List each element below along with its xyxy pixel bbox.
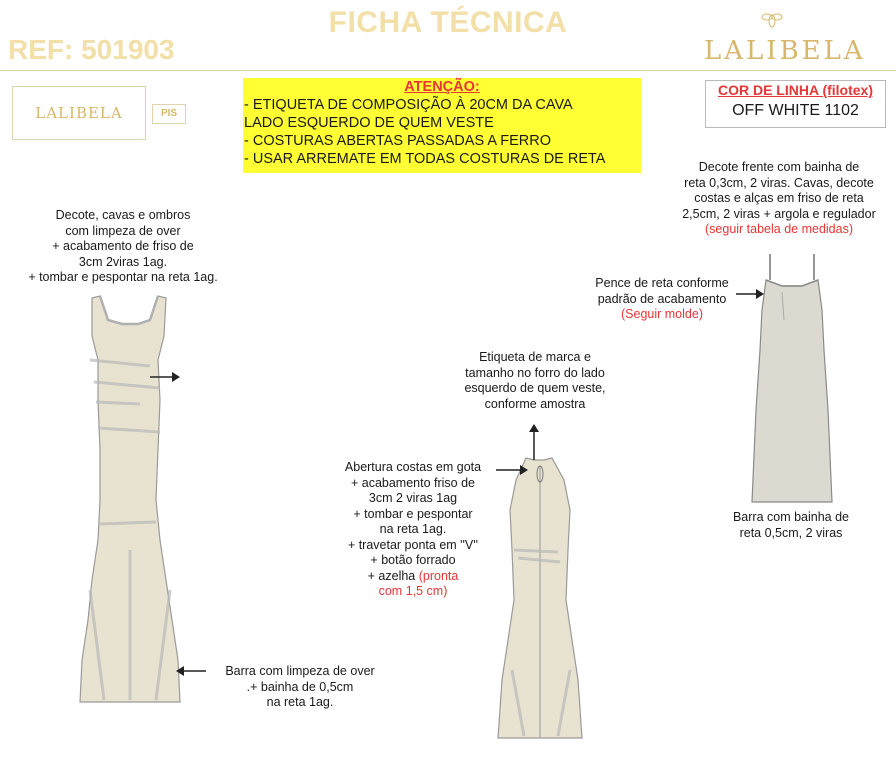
- note-line: + tombar e pespontar na reta 1ag.: [28, 270, 218, 284]
- brand-logo: LALIBELA: [704, 36, 866, 66]
- note-line: Barra com bainha de: [732, 510, 850, 524]
- note-line: esquerdo de quem veste,: [464, 381, 606, 395]
- note-line: com limpeza de over: [65, 223, 181, 238]
- note-line: Barra com limpeza de over: [225, 664, 375, 678]
- attention-box: [243, 78, 641, 173]
- front-hem-note: [200, 664, 400, 711]
- note-line: + botão forrado: [370, 553, 456, 567]
- label-brand-text: LALIBELA: [35, 104, 123, 122]
- note-line: Etiqueta de marca e: [479, 350, 591, 364]
- label-sample: [12, 86, 146, 140]
- attention-heading: ATENÇÃO:: [404, 79, 480, 95]
- note-line: na reta 1ag.: [379, 522, 447, 536]
- note-line: .+ bainha de 0,5cm: [246, 679, 354, 694]
- lining-hem-note: [716, 510, 866, 541]
- note-red-text: (Seguir molde): [621, 307, 703, 321]
- attention-line: LADO ESQUERDO DE QUEM VESTE: [244, 115, 494, 131]
- arrow-icon: [736, 288, 764, 300]
- note-line: conforme amostra: [484, 396, 586, 411]
- note-line: + acabamento friso de: [350, 475, 476, 490]
- note-red-text: com 1,5 cm): [378, 584, 448, 598]
- attention-line: - ETIQUETA DE COMPOSIÇÃO À 20CM DA CAVA: [244, 97, 573, 113]
- bee-logo-icon: [760, 10, 784, 30]
- note-line: padrão de acabamento: [597, 291, 727, 306]
- note-line: + tombar e pespontar: [353, 506, 473, 521]
- note-line: costas e alças em friso de reta: [694, 191, 864, 205]
- note-line: tamanho no forro do lado: [465, 365, 605, 380]
- note-red-text: (seguir tabela de medidas): [705, 222, 853, 236]
- note-line: reta 0,5cm, 2 viras: [739, 525, 843, 540]
- back-dress-drawing: [478, 440, 608, 742]
- reference-code: REF: 501903: [8, 34, 175, 65]
- note-red-text: (pronta: [418, 568, 459, 583]
- front-neck-note: [8, 208, 238, 286]
- note-line: Pence de reta conforme: [595, 276, 729, 290]
- back-opening-note: [328, 460, 498, 600]
- lining-dart-note: [582, 276, 742, 323]
- front-dress-drawing: [60, 290, 200, 710]
- note-line: + acabamento de friso de: [52, 239, 194, 253]
- note-line: 3cm 2viras 1ag.: [78, 254, 168, 269]
- thread-color-value: OFF WHITE 1102: [732, 102, 859, 119]
- lining-neck-note: [674, 160, 884, 238]
- note-line: na reta 1ag.: [266, 695, 334, 709]
- label-tag: PIS: [152, 104, 186, 124]
- thread-color-heading: COR DE LINHA (filotex): [717, 82, 874, 98]
- note-line: 3cm 2 viras 1ag: [368, 491, 458, 505]
- note-line: Abertura costas em gota: [344, 460, 482, 474]
- arrow-icon: [150, 370, 180, 384]
- thread-color-box: [705, 80, 886, 128]
- note-line: Decote, cavas e ombros: [55, 208, 191, 222]
- note-line: + travetar ponta em ''V'': [347, 537, 479, 552]
- attention-line: - COSTURAS ABERTAS PASSADAS A FERRO: [244, 133, 551, 149]
- note-line: reta 0,3cm, 2 viras. Cavas, decote: [684, 175, 874, 190]
- note-line: [328, 569, 498, 585]
- note-line: 2,5cm, 2 viras + argola e regulador: [682, 206, 876, 221]
- header-divider: [0, 70, 896, 71]
- note-line: Decote frente com bainha de: [698, 160, 860, 174]
- brand-label-note: [440, 350, 630, 412]
- note-text: + azelha: [367, 568, 419, 583]
- arrow-icon: [496, 464, 528, 476]
- arrow-icon: [176, 664, 206, 678]
- arrow-icon: [528, 424, 540, 460]
- page-title: FICHA TÉCNICA: [328, 6, 568, 39]
- attention-line: - USAR ARREMATE EM TODAS COSTURAS DE RETA: [244, 151, 606, 167]
